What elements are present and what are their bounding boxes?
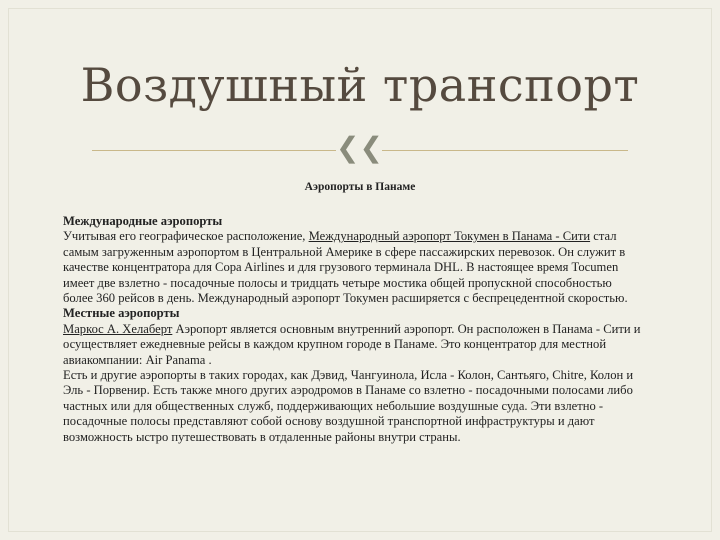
slide-body	[63, 214, 643, 445]
local-text-1: Аэропорт является основным внутренний аэропорт. Он расположен в Панама - Сити и осуществляет ежедневные рейсы в каждом крупном городе в Панаме. Это концентратор для местной авиакомпании: Air Panama .	[63, 321, 641, 367]
international-text-2: стал самым загруженным аэропортом в Центральной Америке в сфере пассажирских перевозок. Он служит в качестве концентратора для Copa Airlines и для грузового терминала DHL. В настоящее время Tocumen имеет две взлетно - посадочные полосы и тридцать четыре мостика общей пропускной способностью более 360 рейсов в день. Международный аэропорт Токумен расширяется с беспрецедентной скоростью.	[63, 229, 628, 306]
title-divider-left	[92, 150, 340, 151]
international-text-1: Учитывая его географическое расположение,	[63, 229, 309, 244]
slide-subtitle: Аэропорты в Панаме	[304, 181, 416, 193]
international-airports-paragraph	[63, 229, 643, 306]
slide-title: Воздушный транспорт	[80, 58, 640, 112]
local-airports-paragraph	[63, 322, 643, 368]
other-airports-paragraph: Есть и другие аэропорты в таких городах, как Дэвид, Чангуинола, Исла - Колон, Сантьяго, Chitre, Колон и Эль - Порвенир. Есть также много других аэродромов в Панаме со взлетно - посадочными полосами либо частных или для общественных служб, поддерживающих небольшие воздушные суда. Эти взлетно - посадочные полосы представляют собой основу воздушной транспортной инфраструктуры и дают возможность ыстро путешествовать в отдаленные районы внутри страны.	[63, 368, 634, 444]
title-divider-right	[380, 150, 628, 151]
international-airports-heading: Международные аэропорты	[63, 214, 223, 228]
gelabert-airport-link[interactable]: Маркос А. Хелаберт	[63, 321, 173, 336]
double-chevron-left-icon: ❮❮	[336, 131, 383, 164]
local-airports-heading: Местные аэропорты	[63, 306, 180, 321]
tocumen-airport-link[interactable]: Международный аэропорт Токумен в Панама - Сити	[308, 229, 591, 244]
